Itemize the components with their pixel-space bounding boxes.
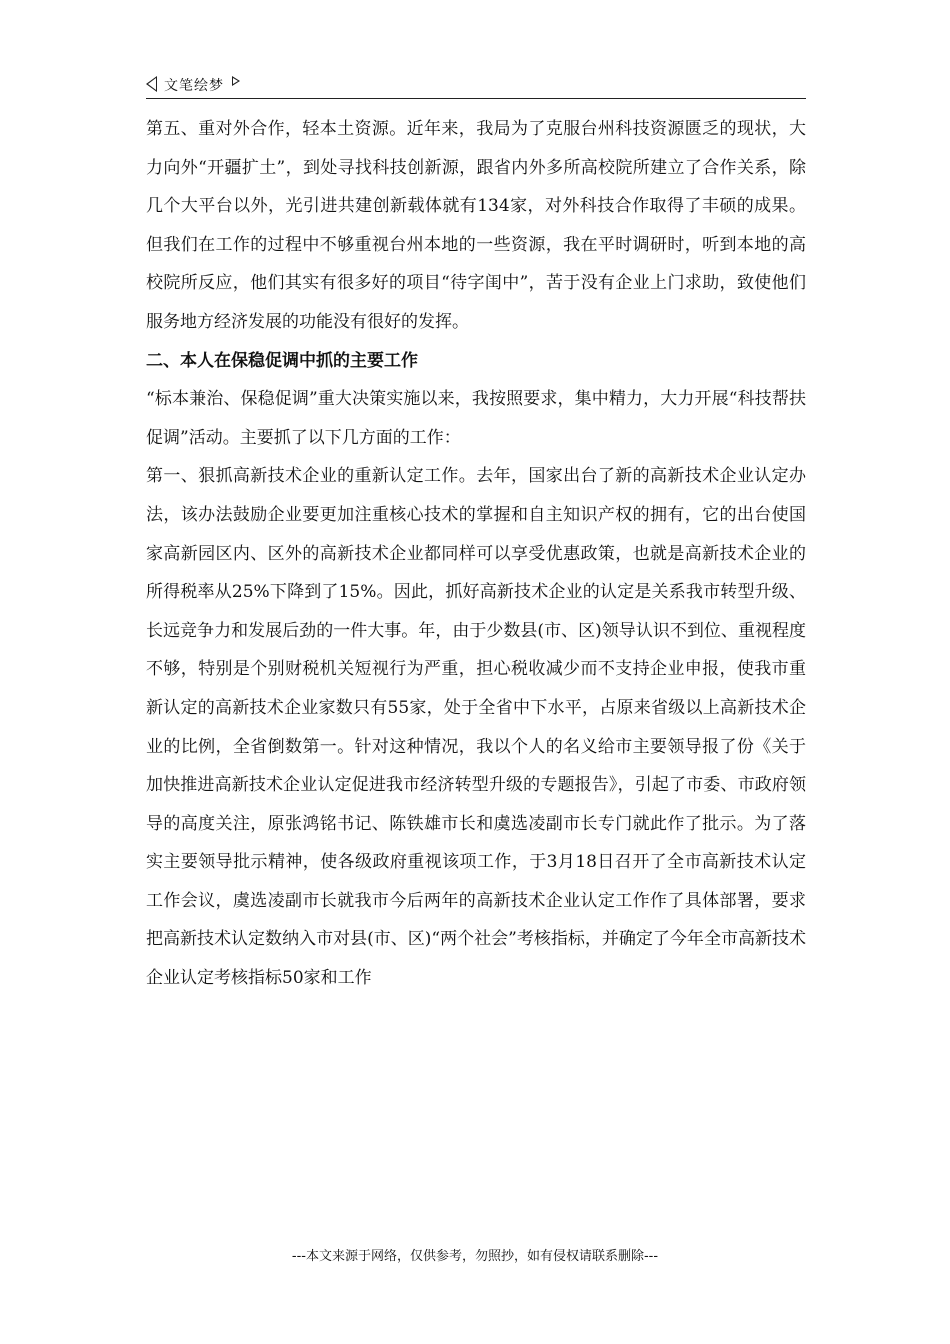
document-body <box>146 110 806 998</box>
page-header <box>146 72 806 99</box>
triangle-left-icon <box>146 76 157 92</box>
triangle-right-icon <box>232 76 240 86</box>
paragraph-3: 第一、狠抓高新技术企业的重新认定工作。去年，国家出台了新的高新技术企业认定办法，该办法鼓励企业要更加注重核心技术的掌握和自主知识产权的拥有，它的出台使国家高新园区内、区外的高新技术企业都同样可以享受优惠政策，也就是高新技术企业的所得税率从25%下降到了15%。因此，抓好高新技术企业的认定是关系我市转型升级、长远竞争力和发展后劲的一件大事。年，由于少数县(市、区)领导认识不到位、重视程度不够，特别是个别财税机关短视行为严重，担心税收减少而不支持企业申报，使我市重新认定的高新技术企业家数只有55家，处于全省中下水平，占原来省级以上高新技术企业的比例，全省倒数第一。针对这种情况，我以个人的名义给市主要领导报了份《关于加快推进高新技术企业认定促进我市经济转型升级的专题报告》，引起了市委、市政府领导的高度关注，原张鸿铭书记、陈铁雄市长和虞选凌副市长专门就此作了批示。为了落实主要领导批示精神，使各级政府重视该项工作，于3月18日召开了全市高新技术认定工作会议，虞选凌副市长就我市今后两年的高新技术企业认定工作作了具体部署，要求把高新技术认定数纳入市对县(市、区)“两个社会”考核指标，并确定了今年全市高新技术企业认定考核指标50家和工作 <box>146 466 806 989</box>
header-brand: 文笔绘梦 <box>164 78 224 94</box>
paragraph-2: “标本兼治、保稳促调”重大决策实施以来，我按照要求，集中精力，大力开展“科技帮扶促调”活动。主要抓了以下几方面的工作： <box>146 389 806 448</box>
footer-disclaimer: ---本文来源于网络，仅供参考，勿照抄，如有侵权请联系删除--- <box>291 1249 659 1264</box>
paragraph-1: 第五、重对外合作，轻本土资源。近年来，我局为了克服台州科技资源匮乏的现状，大力向外“开疆扩土”，到处寻找科技创新源，跟省内外多所高校院所建立了合作关系，除几个大平台以外，光引进共建创新载体就有134家，对外科技合作取得了丰硕的成果。但我们在工作的过程中不够重视台州本地的一些资源，我在平时调研时，听到本地的高校院所反应，他们其实有很多好的项目“待字闺中”，苦于没有企业上门求助，致使他们服务地方经济发展的功能没有很好的发挥。 <box>146 119 806 332</box>
section-heading: 二、本人在保稳促调中抓的主要工作 <box>146 350 418 371</box>
